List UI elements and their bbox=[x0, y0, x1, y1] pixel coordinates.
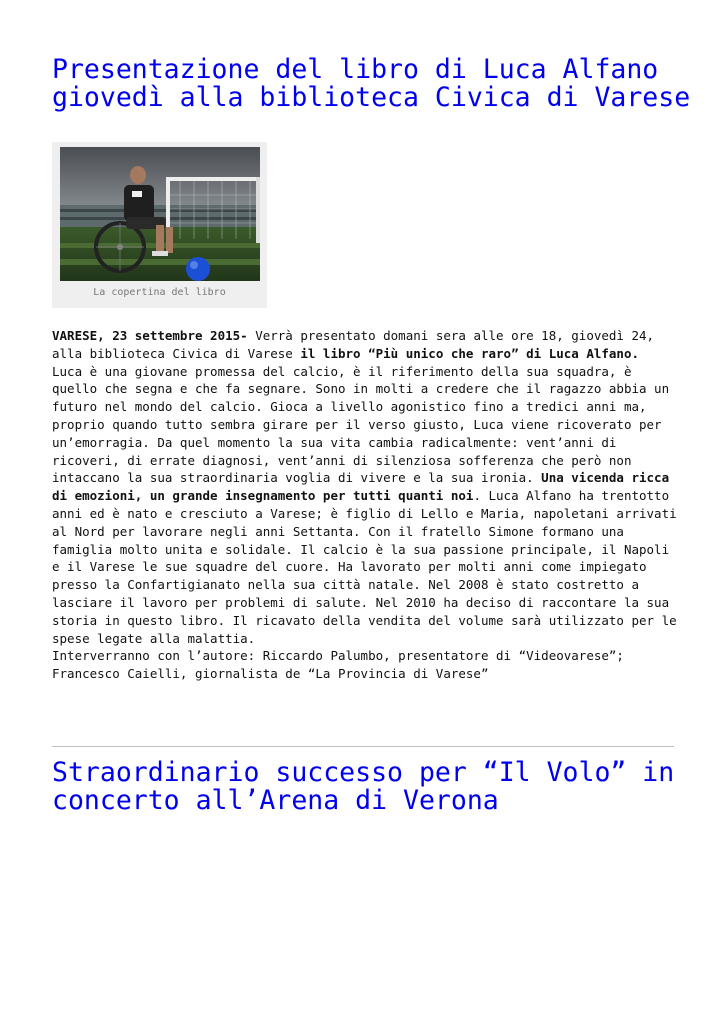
figure-caption: La copertina del libro bbox=[93, 287, 226, 298]
post-title-luca-alfano[interactable]: Presentazione del libro di Luca Alfano giovedì alla biblioteca Civica di Varese bbox=[52, 54, 691, 113]
highlight-bold: Una vicenda ricca di emozioni, un grande insegnamento per tutti quanti noi bbox=[52, 470, 670, 504]
book-cover-photo[interactable] bbox=[60, 147, 260, 281]
article-paragraph bbox=[52, 327, 677, 363]
book-title-bold: il libro “Più unico che raro” di Luca Alfano. bbox=[300, 345, 640, 361]
book-cover-image bbox=[60, 147, 260, 281]
closing-paragraph: Interverranno con l’autore: Riccardo Palumbo, presentatore di “Videovarese”; Francesco Caielli, giornalista de “La Provincia di Varese” bbox=[52, 648, 624, 682]
article-paragraph bbox=[52, 363, 677, 648]
article-body bbox=[52, 327, 677, 683]
intro-text: Verrà presentato domani sera alle ore 18, giovedì 24, alla biblioteca Civica di Varese bbox=[52, 328, 655, 361]
body-text-continued: . Luca Alfano ha trentotto anni ed è nato e cresciuto a Varese; è figlio di Lello e Maria, napoletani arrivati al Nord per lavorare negli anni Settanta. Con il fratello Simone formano una famiglia molto unita e solidale. Il calcio è la sua passione principale, il Napoli e il Varese le sue squadre del cuore. Ha lavorato per molti anni come impiegato presso la Confartigianato nella sua città natale. Nel 2008 è stato costretto a lasciare il lavoro per problemi di salute. Nel 2010 ha deciso di raccontare la sua storia in questo libro. Il ricavato della vendita del volume sarà utilizzato per le spese legate alla malattia. bbox=[52, 488, 677, 646]
dateline: VARESE, 23 settembre 2015- bbox=[52, 328, 248, 343]
post-title-il-volo[interactable]: Straordinario successo per “Il Volo” in concerto all’Arena di Verona bbox=[52, 757, 675, 816]
book-cover-figure bbox=[52, 142, 267, 308]
body-text: Luca è una giovane promessa del calcio, è il riferimento della sua squadra, è quello che segna e che fa segnare. Sono in molti a credere che il ragazzo abbia un futuro nel mondo del calcio. Gioca a livello agonistico fino a tredici anni ma, proprio quando tutto sembra girare per il verso giusto, Luca viene ricoverato per un’emorragia. Da quel momento la sua vita cambia radicalmente: vent’anni di ricoveri, di errate diagnosi, vent’anni di silenziosa sofferenza che però non intaccano la sua straordinaria voglia di vivere e la sua ironia. bbox=[52, 363, 670, 486]
post-divider bbox=[52, 746, 674, 747]
